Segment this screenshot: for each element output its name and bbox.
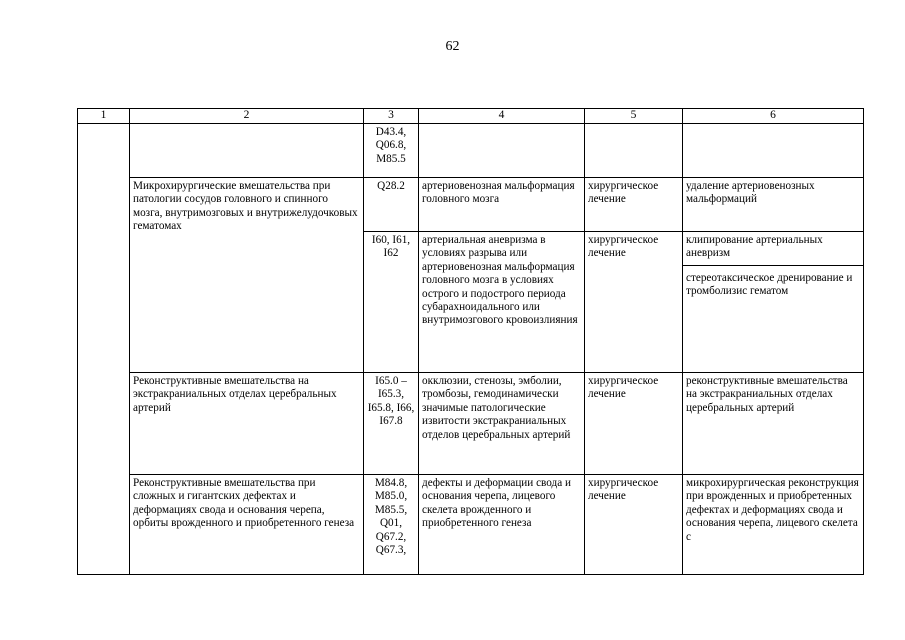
- table-row: [78, 178, 864, 232]
- condition-cell: окклюзии, стенозы, эмболии, тромбозы, гемодинамически значимые патологические извитости экстракраниальных отделов церебральных артерий: [419, 373, 585, 475]
- condition-cell: артериовенозная мальформация головного мозга: [419, 178, 585, 232]
- method-cell: реконструктивные вмешательства на экстракраниальных отделах церебральных артерий: [683, 373, 864, 475]
- header-cell-4: 4: [419, 109, 585, 124]
- table-row: [78, 373, 864, 475]
- treatment-type-cell: хирургическое лечение: [585, 232, 683, 373]
- treatment-type-cell: хирургическое лечение: [585, 373, 683, 475]
- code-cell: I60, I61, I62: [364, 232, 419, 373]
- procedure-cell: [130, 124, 364, 178]
- table-row: [78, 475, 864, 575]
- treatment-type-cell: хирургическое лечение: [585, 475, 683, 575]
- procedure-cell: Реконструктивные вмешательства на экстракраниальных отделах церебральных артерий: [130, 373, 364, 475]
- header-cell-6: 6: [683, 109, 864, 124]
- code-cell: Q28.2: [364, 178, 419, 232]
- header-cell-5: 5: [585, 109, 683, 124]
- method-item: клипирование артериальных аневризм: [686, 234, 823, 260]
- table-row: [78, 124, 864, 178]
- code-cell: M84.8, M85.0, M85.5, Q01, Q67.2, Q67.3,: [364, 475, 419, 575]
- condition-cell: артериальная аневризма в условиях разрыва или артериовенозная мальформация головного мозга в условиях острого и подострого периода субарахноидального или внутримозгового кровоизлияния: [419, 232, 585, 373]
- treatment-type-cell: [585, 124, 683, 178]
- method-cell: микрохирургическая реконструкция при врожденных и приобретенных дефектах и деформациях свода и основания черепа, лицевого скелета с: [683, 475, 864, 575]
- code-cell: I65.0 – I65.3, I65.8, I66, I67.8: [364, 373, 419, 475]
- column-1-cell: [78, 124, 130, 575]
- header-cell-1: 1: [78, 109, 130, 124]
- code-cell: D43.4, Q06.8, M85.5: [364, 124, 419, 178]
- treatment-type-cell: хирургическое лечение: [585, 178, 683, 232]
- procedure-cell: Реконструктивные вмешательства при сложных и гигантских дефектах и деформациях свода и основания черепа, орбиты врожденного и приобретенного генеза: [130, 475, 364, 575]
- page-number: 62: [445, 39, 460, 54]
- method-cell: [683, 232, 864, 373]
- header-cell-3: 3: [364, 109, 419, 124]
- table-header-row: [78, 109, 864, 124]
- condition-cell: [419, 124, 585, 178]
- condition-cell: дефекты и деформации свода и основания черепа, лицевого скелета врожденного и приобретенного генеза: [419, 475, 585, 575]
- procedure-cell: Микрохирургические вмешательства при патологии сосудов головного и спинного мозга, внутримозговых и внутрижелудочковых гематомах: [130, 178, 364, 373]
- header-cell-2: 2: [130, 109, 364, 124]
- method-item: стереотаксическое дренирование и тромболизис гематом: [683, 265, 863, 299]
- method-cell: [683, 124, 864, 178]
- procedures-table: [77, 108, 864, 575]
- method-cell: удаление артериовенозных мальформаций: [683, 178, 864, 232]
